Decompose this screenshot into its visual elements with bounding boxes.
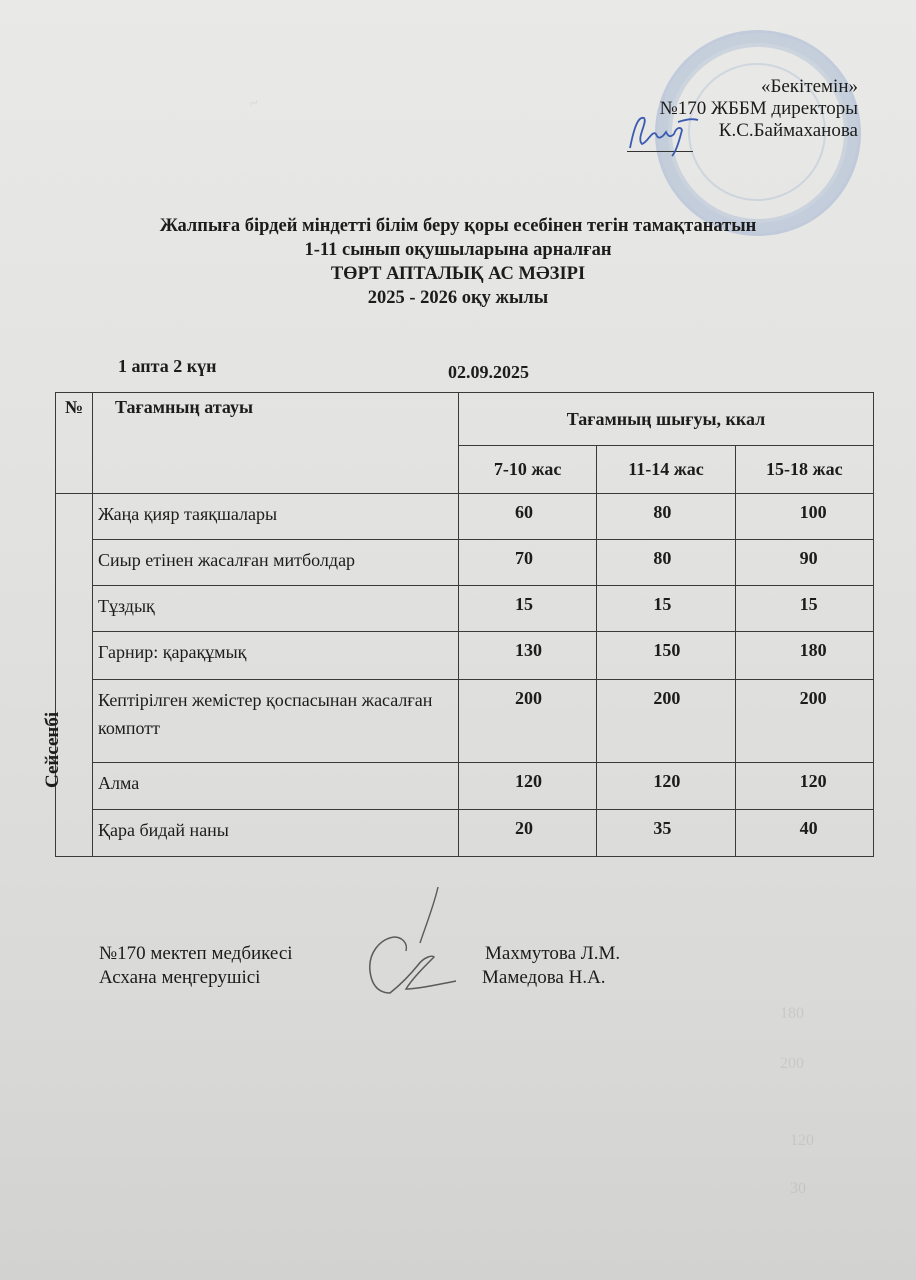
header-number: № [56, 393, 93, 494]
bleed-through-text: 120 [790, 1132, 814, 1149]
table-row [56, 680, 874, 763]
kcal-11-14: 120 [597, 763, 735, 810]
table-row [56, 810, 874, 857]
header-dish-name: Тағамның атауы [93, 393, 459, 494]
kcal-15-18: 90 [735, 540, 873, 586]
footer-roles [99, 942, 293, 990]
kcal-11-14: 15 [597, 586, 735, 632]
bleed-through-text: ~ [247, 94, 262, 113]
header-age-7-10: 7-10 жас [459, 446, 597, 494]
director-signature-icon [622, 108, 702, 158]
dish-name: Алма [93, 763, 459, 810]
table-row [56, 763, 874, 810]
bleed-through-text: 30 [790, 1180, 806, 1197]
kcal-7-10: 70 [459, 540, 597, 586]
menu-date: 02.09.2025 [448, 362, 529, 382]
approval-name: К.С.Баймаханова [718, 120, 858, 141]
dish-name: Гарнир: қарақұмық [93, 632, 459, 680]
kcal-15-18: 120 [735, 763, 873, 810]
header-age-11-14: 11-14 жас [597, 446, 735, 494]
header-age-15-18: 15-18 жас [735, 446, 873, 494]
title-line-4: 2025 - 2026 оқу жылы [367, 288, 549, 308]
menu-table [42, 392, 874, 857]
document-title [0, 214, 916, 310]
kcal-11-14: 35 [597, 810, 735, 857]
kcal-7-10: 20 [459, 810, 597, 857]
dish-name: Тұздық [93, 586, 459, 632]
dish-name: Жаңа қияр таяқшалары [93, 494, 459, 540]
canteen-manager-name: Мамедова Н.А. [482, 967, 606, 988]
approval-title: «Бекітемін» [760, 76, 858, 97]
kcal-7-10: 130 [459, 632, 597, 680]
approval-position: №170 ЖББМ директоры [659, 98, 858, 119]
title-line-1: Жалпыға бірдей міндетті білім беру қоры есебінен тегін тамақтанатын [159, 216, 757, 236]
title-line-2: 1-11 сынып оқушыларына арналған [304, 240, 612, 260]
canteen-manager-role: Асхана меңгерушісі [99, 967, 261, 988]
kcal-15-18: 40 [735, 810, 873, 857]
kcal-15-18: 200 [735, 680, 873, 763]
kcal-7-10: 15 [459, 586, 597, 632]
footer-names [482, 942, 620, 990]
kcal-11-14: 200 [597, 680, 735, 763]
dish-name: Кептірілген жемістер қоспасынан жасалған компотт [93, 680, 459, 763]
kcal-11-14: 80 [597, 540, 735, 586]
day-cell: Сейсенбі [56, 494, 93, 857]
kcal-7-10: 120 [459, 763, 597, 810]
kcal-15-18: 100 [735, 494, 873, 540]
title-line-3: ТӨРТ АПТАЛЫҚ АС МӘЗІРІ [330, 264, 586, 284]
header-yield: Тағамның шығуы, ккал [459, 393, 874, 446]
bleed-through-text: 200 [780, 1055, 804, 1072]
dish-name: Сиыр етінен жасалған митболдар [93, 540, 459, 586]
table-row [56, 632, 874, 680]
nurse-name: Махмутова Л.М. [485, 943, 621, 964]
nurse-role: №170 мектеп медбикесі [99, 943, 293, 964]
table-row [56, 540, 874, 586]
kcal-15-18: 15 [735, 586, 873, 632]
bleed-through-text: 180 [780, 1005, 804, 1022]
kcal-7-10: 200 [459, 680, 597, 763]
kcal-15-18: 180 [735, 632, 873, 680]
dish-name: Қара бидай наны [93, 810, 459, 857]
nurse-signature-icon [360, 885, 470, 1000]
table-row [56, 494, 874, 540]
week-day-label: 1 апта 2 күн [118, 356, 217, 376]
kcal-11-14: 80 [597, 494, 735, 540]
kcal-11-14: 150 [597, 632, 735, 680]
table-row [56, 586, 874, 632]
kcal-7-10: 60 [459, 494, 597, 540]
